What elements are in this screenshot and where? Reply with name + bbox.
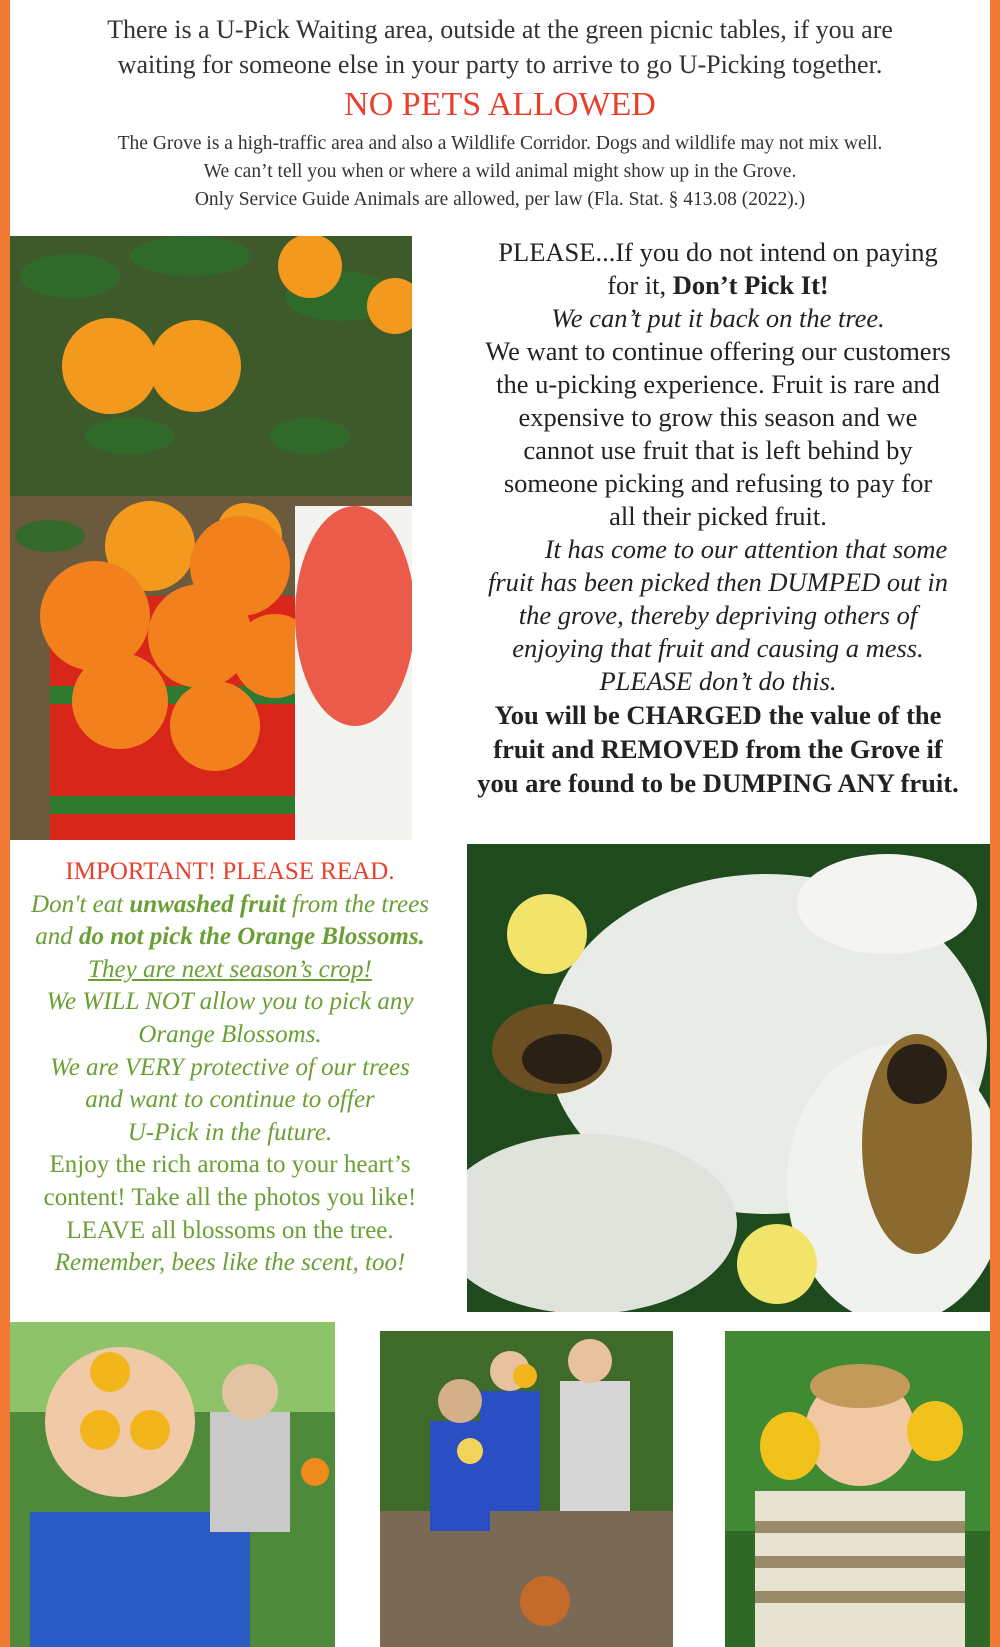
important-line-7: and want to continue to offer bbox=[85, 1086, 375, 1114]
no-pets-heading: NO PETS ALLOWED bbox=[344, 86, 656, 123]
please-para-2: the u-picking experience. Fruit is rare and bbox=[496, 369, 940, 399]
dump-line-1: It has come to our attention that some bbox=[544, 534, 948, 564]
cant-put-back: We can’t put it back on the tree. bbox=[551, 303, 885, 333]
kids-photo-left bbox=[10, 1322, 335, 1647]
warning-line-1: You will be CHARGED the value of the bbox=[494, 700, 942, 730]
important-line-2a: and bbox=[35, 923, 79, 951]
important-line-1c: from the trees bbox=[285, 890, 429, 918]
please-para-5: someone picking and refusing to pay for bbox=[503, 468, 933, 498]
important-line-1 bbox=[10, 889, 450, 922]
important-line-9: Enjoy the rich aroma to your heart’s bbox=[49, 1151, 411, 1179]
please-para-3: expensive to grow this season and we bbox=[518, 402, 918, 432]
important-line-10: content! Take all the photos you like! bbox=[43, 1183, 417, 1211]
please-line-2-text: for it, bbox=[607, 270, 673, 300]
important-line-6: We are VERY protective of our trees bbox=[50, 1053, 410, 1081]
right-orange-border bbox=[990, 0, 1000, 1647]
important-line-12: Remember, bees like the scent, too! bbox=[54, 1249, 406, 1277]
do-not-pick-blossoms: do not pick the Orange Blossoms. bbox=[78, 923, 425, 951]
please-para-4: cannot use fruit that is left behind by bbox=[523, 435, 913, 465]
next-season-crop: They are next season’s crop! bbox=[88, 955, 372, 983]
important-line-11: LEAVE all blossoms on the tree. bbox=[66, 1216, 394, 1244]
warning-line-3: you are found to be DUMPING ANY fruit. bbox=[477, 768, 959, 798]
important-line-8: U-Pick in the future. bbox=[127, 1118, 333, 1146]
kid-photo-right bbox=[725, 1331, 990, 1647]
please-para-1: We want to continue offering our customers bbox=[485, 336, 951, 366]
dont-pick-it: Don’t Pick It! bbox=[672, 270, 829, 300]
top-notice bbox=[10, 12, 990, 214]
please-para-6: all their picked fruit. bbox=[609, 501, 827, 531]
kids-photo-middle bbox=[380, 1331, 673, 1647]
oranges-basket-photo bbox=[10, 236, 412, 840]
wildlife-note-line-3: Only Service Guide Animals are allowed, per law (Fla. Stat. § 413.08 (2022).) bbox=[194, 189, 806, 210]
please-line-1: PLEASE...If you do not intend on paying bbox=[498, 237, 938, 267]
important-line-2 bbox=[10, 921, 450, 954]
important-line-4: We WILL NOT allow you to pick any bbox=[46, 988, 414, 1016]
left-orange-border bbox=[0, 0, 10, 1647]
warning-line-2: fruit and REMOVED from the Grove if bbox=[493, 734, 943, 764]
important-heading: IMPORTANT! PLEASE READ. bbox=[65, 858, 395, 885]
waiting-area-line-2: waiting for someone else in your party to arrive to go U-Picking together. bbox=[117, 50, 883, 79]
important-line-1a: Don't eat bbox=[31, 890, 130, 918]
unwashed-fruit: unwashed fruit bbox=[129, 890, 286, 918]
dump-line-2: fruit has been picked then DUMPED out in bbox=[488, 567, 948, 597]
blossom-notice bbox=[10, 856, 450, 1280]
dump-line-3: the grove, thereby depriving others of bbox=[518, 600, 918, 630]
dump-line-4: enjoying that fruit and causing a mess. bbox=[512, 633, 924, 663]
please-notice bbox=[448, 236, 988, 800]
dump-line-5: PLEASE don’t do this. bbox=[599, 666, 837, 696]
please-line-2 bbox=[448, 269, 988, 302]
wildlife-note-line-2: We can’t tell you when or where a wild animal might show up in the Grove. bbox=[203, 161, 797, 182]
wildlife-note-line-1: The Grove is a high-traffic area and also a Wildlife Corridor. Dogs and wildlife may not mix well. bbox=[117, 133, 883, 154]
important-line-5: Orange Blossoms. bbox=[138, 1020, 322, 1048]
waiting-area-line-1: There is a U-Pick Waiting area, outside at the green picnic tables, if you are bbox=[107, 15, 893, 44]
bees-blossom-photo bbox=[467, 844, 990, 1312]
